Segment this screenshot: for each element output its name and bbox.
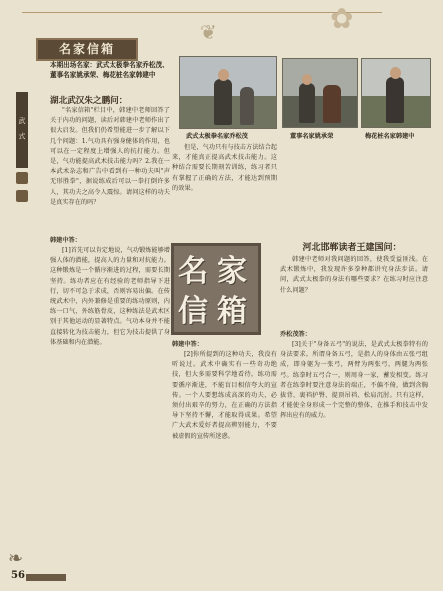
photo-qiao-songmao: [179, 56, 277, 129]
ribbon-marker: [16, 190, 28, 202]
intro-text: 本期出场名家：武式太极拳名家乔松茂、董事名家姚承荣、梅花桩名家韩建中: [50, 61, 169, 79]
leaf-icon: ❦: [200, 20, 217, 44]
title-char: 箱: [217, 294, 247, 329]
column-badge: 名家信箱: [36, 38, 138, 61]
title-char: 名: [178, 254, 208, 289]
answer-runin: 韩建中答：: [50, 237, 81, 244]
page-bar: [26, 574, 66, 581]
photo-yao-chengrong: [282, 58, 358, 128]
title-char: 家: [217, 254, 247, 289]
footer-emblem-icon: ❧: [8, 548, 24, 569]
left-runin: [50, 236, 170, 246]
middle-runin: [172, 340, 277, 350]
page-number: 56: [11, 570, 25, 581]
left-column-answer: [1]首先可以肯定地说，气功锻炼能够增强人体的潜能，提高人的力量和对抗能力。这种锻炼是一个循序渐进的过程，需要长期坚持。练功者应在有经验的老师指导下进行，切不可急于求成，否则容易出偏。在传统武术中，内外兼修是重要的练功原则，内练一口气，外练筋骨皮，这种练法是武术区别于其他运动的显著特点。气功本身并不能直接转化为技击能力，但它为技击提供了身体基础和内在潜能。: [50, 247, 170, 346]
photo-caption: 梅花桩名家韩建中: [365, 133, 415, 140]
photo-han-jianzhong: [361, 58, 431, 128]
middle-column-answer: [2]你所提到的这种功夫，我没有听说过。武术中确实有一些奇功绝技，但大多需要科学地看待。练功需要循序渐进，不能盲目相信夸大的宣传。一个人要想练成高深的功夫，必须付出艰辛的努力，在正确的方法指导下坚持不懈，才能取得成果。希望广大武术爱好者提高辨别能力，不要被虚假的宣传所迷惑。: [172, 351, 277, 440]
section-heading: 河北邯郸读者王建国问：: [302, 243, 402, 253]
big-title-block: [171, 243, 261, 335]
masthead-rule: [22, 12, 382, 13]
right-column-answer: [3]关于"身备五弓"的说法，是武式太极拳特有的身法要求。所谓身备五弓，是指人的身体由五张弓组成，即身躯为一张弓，两臂为两张弓，两腿为两张弓。练拳时五弓合一，则周身一家，蓄发相变。练习者在练拳时要注意身法的端正，不偏不倚，做到含胸拔背、裹裆护臀、提顶吊裆、松肩沉肘。只有这样，才能使全身形成一个完整的整体，在推手和技击中发挥出应有的威力。: [280, 341, 428, 420]
side-ribbon: 武 式: [16, 92, 28, 168]
title-char: 信: [178, 294, 208, 329]
answer-runin: 韩建中答：: [172, 341, 203, 348]
answer-runin: 乔松茂答：: [280, 331, 311, 338]
middle-column-top: 但是，气功只有与技击方法结合起来，才能真正提高武术技击能力。这种结合需要长期刻苦训练，练习者只有掌握了正确的方法，才能达到预期的效果。: [172, 144, 277, 192]
right-runin: [280, 330, 428, 340]
feature-question-title: 湖北武汉朱之鹏问：: [50, 96, 128, 106]
left-column-question: "名家信箱"栏目中，韩建中老师回答了关于内功的问题，读后对韩建中老师作出了很大启发。但我们仍希望能进一步了解以下几个问题：1.气功具有强身健体的作用，也可以在一定程度上增强人的抗打能力。但是，气功能提高武术技击能力吗？2.我在一本武术杂志和广告中看到有一种功夫叫"声无形胜拳"，据说练成后可以一拳打倒许多人，其功夫之高令人震惊。请问这样的功夫是真实存在的吗？: [50, 107, 170, 206]
photo-caption: 武式太极拳名家乔松茂: [186, 133, 248, 140]
right-column-question: 韩建中老师对我问题的回答，使我受益匪浅。在武术锻炼中，我发现许多拳种都讲究身法步法。请问，武式太极拳的身法有哪些要求？在练习时应注意什么问题？: [280, 256, 428, 294]
photo-caption: 董事名家姚承荣: [290, 133, 334, 140]
ribbon-marker: [16, 172, 28, 184]
flower-icon: ✿: [330, 2, 354, 35]
